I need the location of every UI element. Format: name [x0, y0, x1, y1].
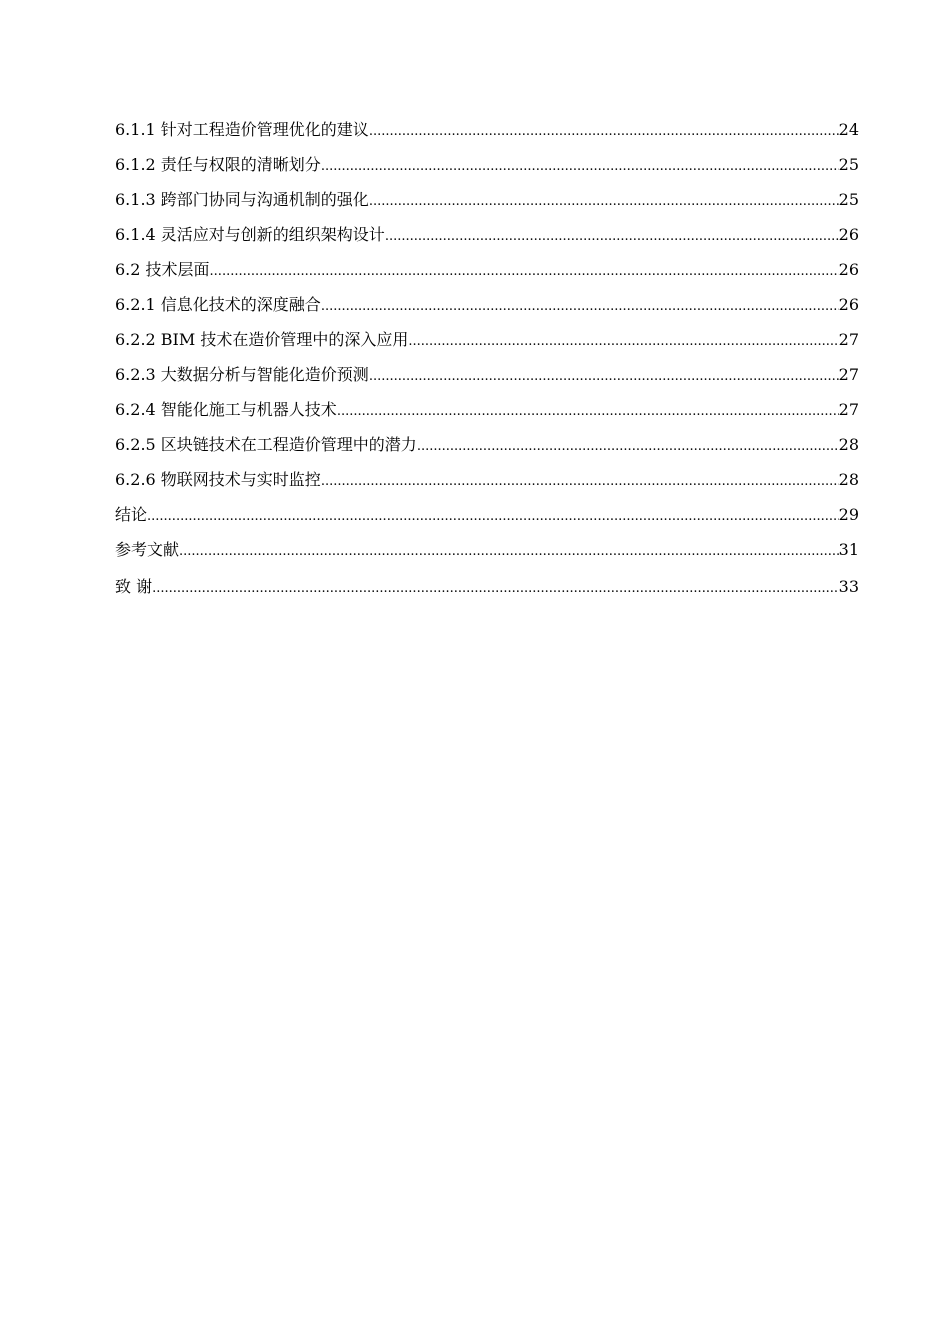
toc-entry-page: 25	[838, 155, 859, 174]
toc-entry[interactable]	[115, 572, 859, 609]
toc-entry-title: 6.1.3 跨部门协同与沟通机制的强化	[115, 190, 369, 209]
toc-dot-leader	[369, 189, 839, 215]
toc-dot-leader	[369, 364, 839, 390]
toc-entry[interactable]	[115, 152, 859, 187]
toc-entry-title: 6.2.3 大数据分析与智能化造价预测	[115, 365, 369, 384]
toc-entry-page: 29	[838, 505, 859, 524]
toc-entry[interactable]	[115, 117, 859, 152]
toc-dot-leader	[408, 329, 838, 355]
toc-entry[interactable]	[115, 362, 859, 397]
toc-dot-leader	[147, 504, 839, 530]
toc-dot-leader	[369, 119, 839, 145]
toc-entry[interactable]	[115, 187, 859, 222]
toc-entry[interactable]	[115, 537, 859, 572]
toc-entry-title: 结论	[115, 505, 148, 524]
toc-entry-page: 28	[838, 435, 859, 454]
toc-entry-title: 6.2.6 物联网技术与实时监控	[115, 470, 321, 489]
toc-entry[interactable]	[115, 467, 859, 502]
toc-dot-leader	[321, 469, 839, 495]
toc-entry[interactable]	[115, 397, 859, 432]
toc-dot-leader	[337, 399, 839, 425]
toc-entry-page: 25	[838, 190, 859, 209]
toc-entry-title: 参考文献	[115, 540, 180, 559]
toc-dot-leader	[417, 434, 839, 460]
toc-entry-title: 6.1.2 责任与权限的清晰划分	[115, 155, 321, 174]
toc-entry[interactable]	[115, 292, 859, 327]
toc-entry[interactable]	[115, 502, 859, 537]
toc-entry-page: 33	[838, 577, 859, 596]
toc-entry-title: 6.1.1 针对工程造价管理优化的建议	[115, 120, 369, 139]
toc-entry-page: 24	[838, 120, 859, 139]
toc-entry-page: 26	[838, 260, 859, 279]
toc-dot-leader	[179, 539, 839, 565]
toc-entry[interactable]	[115, 432, 859, 467]
toc-entry-title: 6.2.1 信息化技术的深度融合	[115, 295, 321, 314]
toc-entry-page: 27	[838, 365, 859, 384]
toc-entry-page: 27	[838, 400, 859, 419]
toc-dot-leader	[321, 154, 839, 180]
table-of-contents	[115, 117, 859, 609]
toc-dot-leader	[152, 574, 839, 604]
toc-entry[interactable]	[115, 327, 859, 362]
toc-entry-page: 26	[838, 225, 859, 244]
toc-dot-leader	[210, 259, 839, 285]
toc-entry[interactable]	[115, 222, 859, 257]
toc-entry-page: 28	[838, 470, 859, 489]
toc-entry-title: 6.1.4 灵活应对与创新的组织架构设计	[115, 225, 385, 244]
toc-dot-leader	[385, 224, 839, 250]
toc-entry-title: 6.2 技术层面	[115, 260, 210, 279]
toc-entry-page: 26	[838, 295, 859, 314]
toc-entry-title: 6.2.2 BIM 技术在造价管理中的深入应用	[115, 330, 409, 349]
toc-entry[interactable]	[115, 257, 859, 292]
toc-entry-page: 27	[838, 330, 859, 349]
toc-entry-title: 6.2.4 智能化施工与机器人技术	[115, 400, 337, 419]
toc-entry-page: 31	[838, 540, 859, 559]
toc-entry-title: 致 谢	[115, 577, 153, 596]
toc-dot-leader	[321, 294, 839, 320]
toc-entry-title: 6.2.5 区块链技术在工程造价管理中的潜力	[115, 435, 417, 454]
